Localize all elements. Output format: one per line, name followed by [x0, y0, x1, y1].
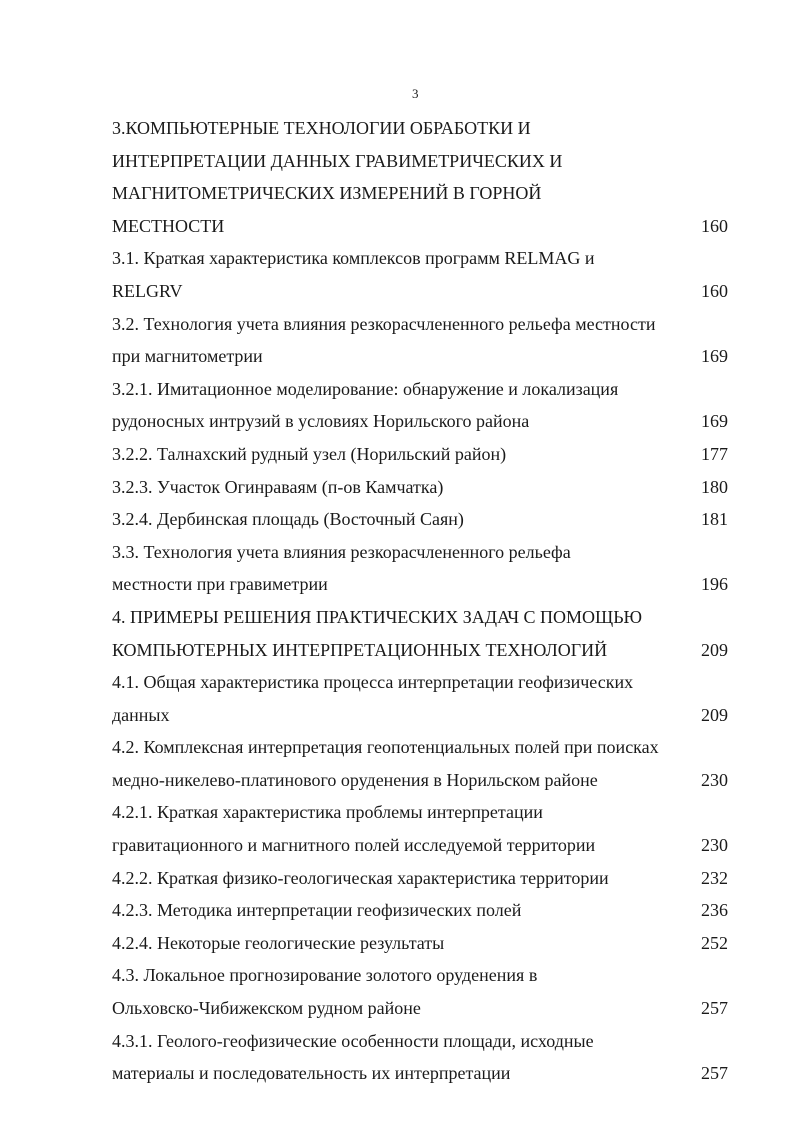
toc-line — [0, 275, 793, 308]
toc-line — [0, 927, 793, 960]
toc-entry-text: 4.2.1. Краткая характеристика проблемы интерпретации — [112, 802, 543, 823]
toc-entry-text: 4.2.4. Некоторые геологические результаты — [112, 932, 445, 953]
toc-line — [0, 340, 793, 373]
toc-entry-page: 257 — [701, 998, 728, 1019]
toc-entry-page: 230 — [701, 769, 728, 790]
toc-entry-text: гравитационного и магнитного полей исследуемой территории — [112, 835, 596, 856]
toc-entry-text: ИНТЕРПРЕТАЦИИ ДАННЫХ ГРАВИМЕТРИЧЕСКИХ И — [112, 150, 563, 171]
toc-entry-text: рудоносных интрузий в условиях Норильского района — [112, 411, 530, 432]
toc-entry-text: RELGRV — [112, 280, 183, 301]
toc-line — [0, 145, 793, 178]
toc-entry-text: медно-никелево-платинового оруденения в Норильском районе — [112, 769, 598, 790]
toc-line — [0, 829, 793, 862]
toc-entry-page: 230 — [701, 835, 728, 856]
toc-entry-page: 232 — [701, 867, 728, 888]
toc-entry-text: 4.3. Локальное прогнозирование золотого оруденения в — [112, 965, 538, 986]
toc-line — [0, 536, 793, 569]
toc-entry-page: 209 — [701, 639, 728, 660]
toc-line — [0, 112, 793, 145]
toc-entry-text: 3.2.3. Участок Огинраваям (п-ов Камчатка) — [112, 476, 444, 497]
toc-line — [0, 503, 793, 536]
toc-entry-text: МАГНИТОМЕТРИЧЕСКИХ ИЗМЕРЕНИЙ В ГОРНОЙ — [112, 183, 542, 204]
toc-line — [0, 438, 793, 471]
toc-line — [0, 731, 793, 764]
toc-entry-page: 160 — [701, 280, 728, 301]
toc-line — [0, 568, 793, 601]
toc-entry-page: 252 — [701, 932, 728, 953]
toc-entry-text: 3.3. Технология учета влияния резкорасчлененного рельефа — [112, 541, 571, 562]
toc-entry-page: 169 — [701, 346, 728, 367]
toc-entry-text: при магнитометрии — [112, 346, 263, 367]
page-number: 3 — [412, 86, 419, 101]
table-of-contents — [0, 112, 793, 1090]
toc-entry-text: 3.1. Краткая характеристика комплексов программ RELMAG и — [112, 248, 595, 269]
toc-entry-text: 3.2.4. Дербинская площадь (Восточный Саян) — [112, 509, 464, 530]
toc-entry-page: 160 — [701, 215, 728, 236]
toc-entry-text: 4.3.1. Геолого-геофизические особенности площади, исходные — [112, 1030, 594, 1051]
toc-entry-text: 4.2.2. Краткая физико-геологическая характеристика территории — [112, 867, 609, 888]
toc-line — [0, 959, 793, 992]
toc-entry-text: 4.1. Общая характеристика процесса интерпретации геофизических — [112, 672, 634, 693]
toc-entry-page: 181 — [701, 509, 728, 530]
toc-entry-page: 177 — [701, 443, 728, 464]
toc-line — [0, 373, 793, 406]
toc-entry-text: 3.2.2. Талнахский рудный узел (Норильский район) — [112, 443, 507, 464]
toc-entry-text: данных — [112, 704, 170, 725]
toc-line — [0, 894, 793, 927]
toc-line — [0, 699, 793, 732]
toc-line — [0, 862, 793, 895]
toc-line — [0, 210, 793, 243]
toc-line — [0, 308, 793, 341]
toc-line — [0, 992, 793, 1025]
toc-line — [0, 471, 793, 504]
toc-entry-text: 4.2. Комплексная интерпретация геопотенциальных полей при поисках — [112, 737, 659, 758]
toc-entry-text: местности при гравиметрии — [112, 574, 328, 595]
toc-entry-text: МЕСТНОСТИ — [112, 215, 225, 236]
toc-entry-text: КОМПЬЮТЕРНЫХ ИНТЕРПРЕТАЦИОННЫХ ТЕХНОЛОГИЙ — [112, 639, 608, 660]
toc-entry-page: 209 — [701, 704, 728, 725]
toc-entry-page: 236 — [701, 900, 728, 921]
toc-line — [0, 666, 793, 699]
toc-entry-text: материалы и последовательность их интерпретации — [112, 1063, 511, 1084]
toc-entry-text: 3.2. Технология учета влияния резкорасчлененного рельефа местности — [112, 313, 656, 334]
toc-line — [0, 601, 793, 634]
toc-entry-text: 3.2.1. Имитационное моделирование: обнаружение и локализация — [112, 378, 619, 399]
toc-entry-page: 196 — [701, 574, 728, 595]
toc-entry-text: 3.КОМПЬЮТЕРНЫЕ ТЕХНОЛОГИИ ОБРАБОТКИ И — [112, 118, 531, 138]
toc-entry-text: Ольховско-Чибижекском рудном районе — [112, 998, 421, 1019]
toc-line — [0, 1057, 793, 1090]
toc-line — [0, 405, 793, 438]
toc-entry-page: 169 — [701, 411, 728, 432]
toc-line — [0, 242, 793, 275]
toc-line — [0, 177, 793, 210]
toc-line — [0, 634, 793, 667]
toc-line — [0, 764, 793, 797]
toc-entry-page: 180 — [701, 476, 728, 497]
toc-line — [0, 796, 793, 829]
toc-entry-page: 257 — [701, 1063, 728, 1084]
toc-line — [0, 1025, 793, 1058]
toc-entry-text: 4.2.3. Методика интерпретации геофизических полей — [112, 900, 522, 921]
toc-entry-text: 4. ПРИМЕРЫ РЕШЕНИЯ ПРАКТИЧЕСКИХ ЗАДАЧ С ПОМОЩЬЮ — [112, 606, 643, 627]
